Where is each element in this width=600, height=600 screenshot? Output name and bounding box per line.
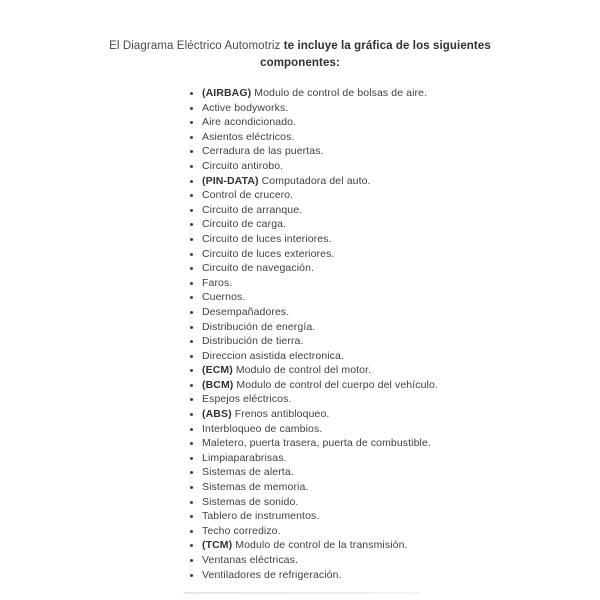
list-item [202, 568, 600, 583]
item-text: Techo corredizo. [202, 524, 281, 537]
item-text: Circuito antirobo. [202, 159, 284, 172]
item-text: Sistemas de alerta. [202, 466, 294, 479]
list-item [202, 509, 600, 524]
item-text: Desempañadores. [202, 305, 290, 318]
item-text: Modulo de control del motor. [232, 364, 372, 377]
item-text: Sistemas de memoria. [202, 481, 309, 494]
list-item [202, 334, 600, 349]
list-item [202, 349, 600, 364]
item-text: Computadora del auto. [258, 174, 371, 187]
list-item [202, 451, 600, 466]
item-text: Modulo de control de bolsas de aire. [251, 87, 428, 99]
list-item [202, 407, 600, 422]
item-text: Ventanas eléctricas. [202, 554, 298, 566]
item-text: Modulo de control de la transmisión. [232, 539, 408, 552]
item-text: Active bodyworks. [202, 101, 289, 114]
item-code: (BCM) [202, 378, 234, 391]
list-item [202, 538, 600, 553]
item-text: Distribución de tierra. [202, 335, 304, 348]
page-title-bold: te incluye la gráfica de los siguientes componentes: [260, 40, 491, 69]
item-text: Circuito de carga. [202, 218, 287, 231]
item-code: (ABS) [202, 408, 232, 421]
list-item [202, 480, 600, 495]
item-text: Asientos eléctricos. [202, 130, 295, 143]
page-title [85, 38, 515, 72]
list-item [202, 320, 600, 335]
list-item [202, 159, 600, 174]
item-text: Tablero de instrumentos. [202, 510, 320, 523]
item-text: Aire acondicionado. [202, 116, 297, 129]
list-item [202, 524, 600, 539]
list-item [202, 392, 600, 407]
bottom-divider [183, 592, 420, 594]
list-item [202, 378, 600, 393]
list-item [202, 261, 600, 276]
list-item [202, 86, 600, 101]
list-item [202, 203, 600, 218]
list-item [202, 130, 600, 145]
item-text: Control de crucero. [202, 189, 294, 202]
item-text: Modulo de control del cuerpo del vehículo. [233, 378, 438, 391]
item-text: Interbloqueo de cambios. [202, 422, 323, 435]
item-code: (PIN-DATA) [202, 174, 259, 187]
list-item [202, 174, 600, 189]
item-text: Cuernos. [202, 291, 246, 304]
list-item [202, 422, 600, 437]
item-code: (ECM) [202, 364, 233, 377]
list-item [202, 232, 600, 247]
list-item [202, 363, 600, 378]
item-text: Ventiladores de refrigeración. [202, 568, 342, 581]
item-text: Circuito de arranque. [202, 203, 303, 216]
list-item [202, 276, 600, 291]
item-text: Circuito de luces exteriores. [202, 247, 335, 260]
item-text: Circuito de navegación. [202, 262, 315, 275]
list-item [202, 217, 600, 232]
list-item [202, 290, 600, 305]
list-item [202, 101, 600, 116]
list-item [202, 115, 600, 130]
components-list [188, 86, 600, 582]
list-item [202, 247, 600, 262]
item-text: Maletero, puerta trasera, puerta de combustible. [202, 437, 431, 450]
item-text: Direccion asistida electronica. [202, 349, 344, 362]
item-text: Circuito de luces interiores. [202, 232, 332, 245]
page-title-regular: El Diagrama Eléctrico Automotriz [109, 40, 284, 52]
list-item [202, 144, 600, 159]
item-text: Frenos antibloqueo. [231, 408, 330, 421]
item-text: Distribución de energía. [202, 320, 316, 333]
list-item [202, 188, 600, 203]
item-text: Sistemas de sonido. [202, 495, 299, 508]
item-text: Cerradura de las puertas. [202, 145, 324, 158]
list-item [202, 436, 600, 451]
list-item [202, 305, 600, 320]
item-code: (AIRBAG) [202, 87, 252, 99]
item-text: Limpiaparabrisas. [202, 451, 287, 464]
list-item [202, 495, 600, 510]
list-item [202, 465, 600, 480]
item-text: Espejos eléctricos. [202, 393, 292, 406]
list-item [202, 553, 600, 568]
item-text: Faros. [202, 276, 233, 289]
item-code: (TCM) [202, 539, 233, 552]
